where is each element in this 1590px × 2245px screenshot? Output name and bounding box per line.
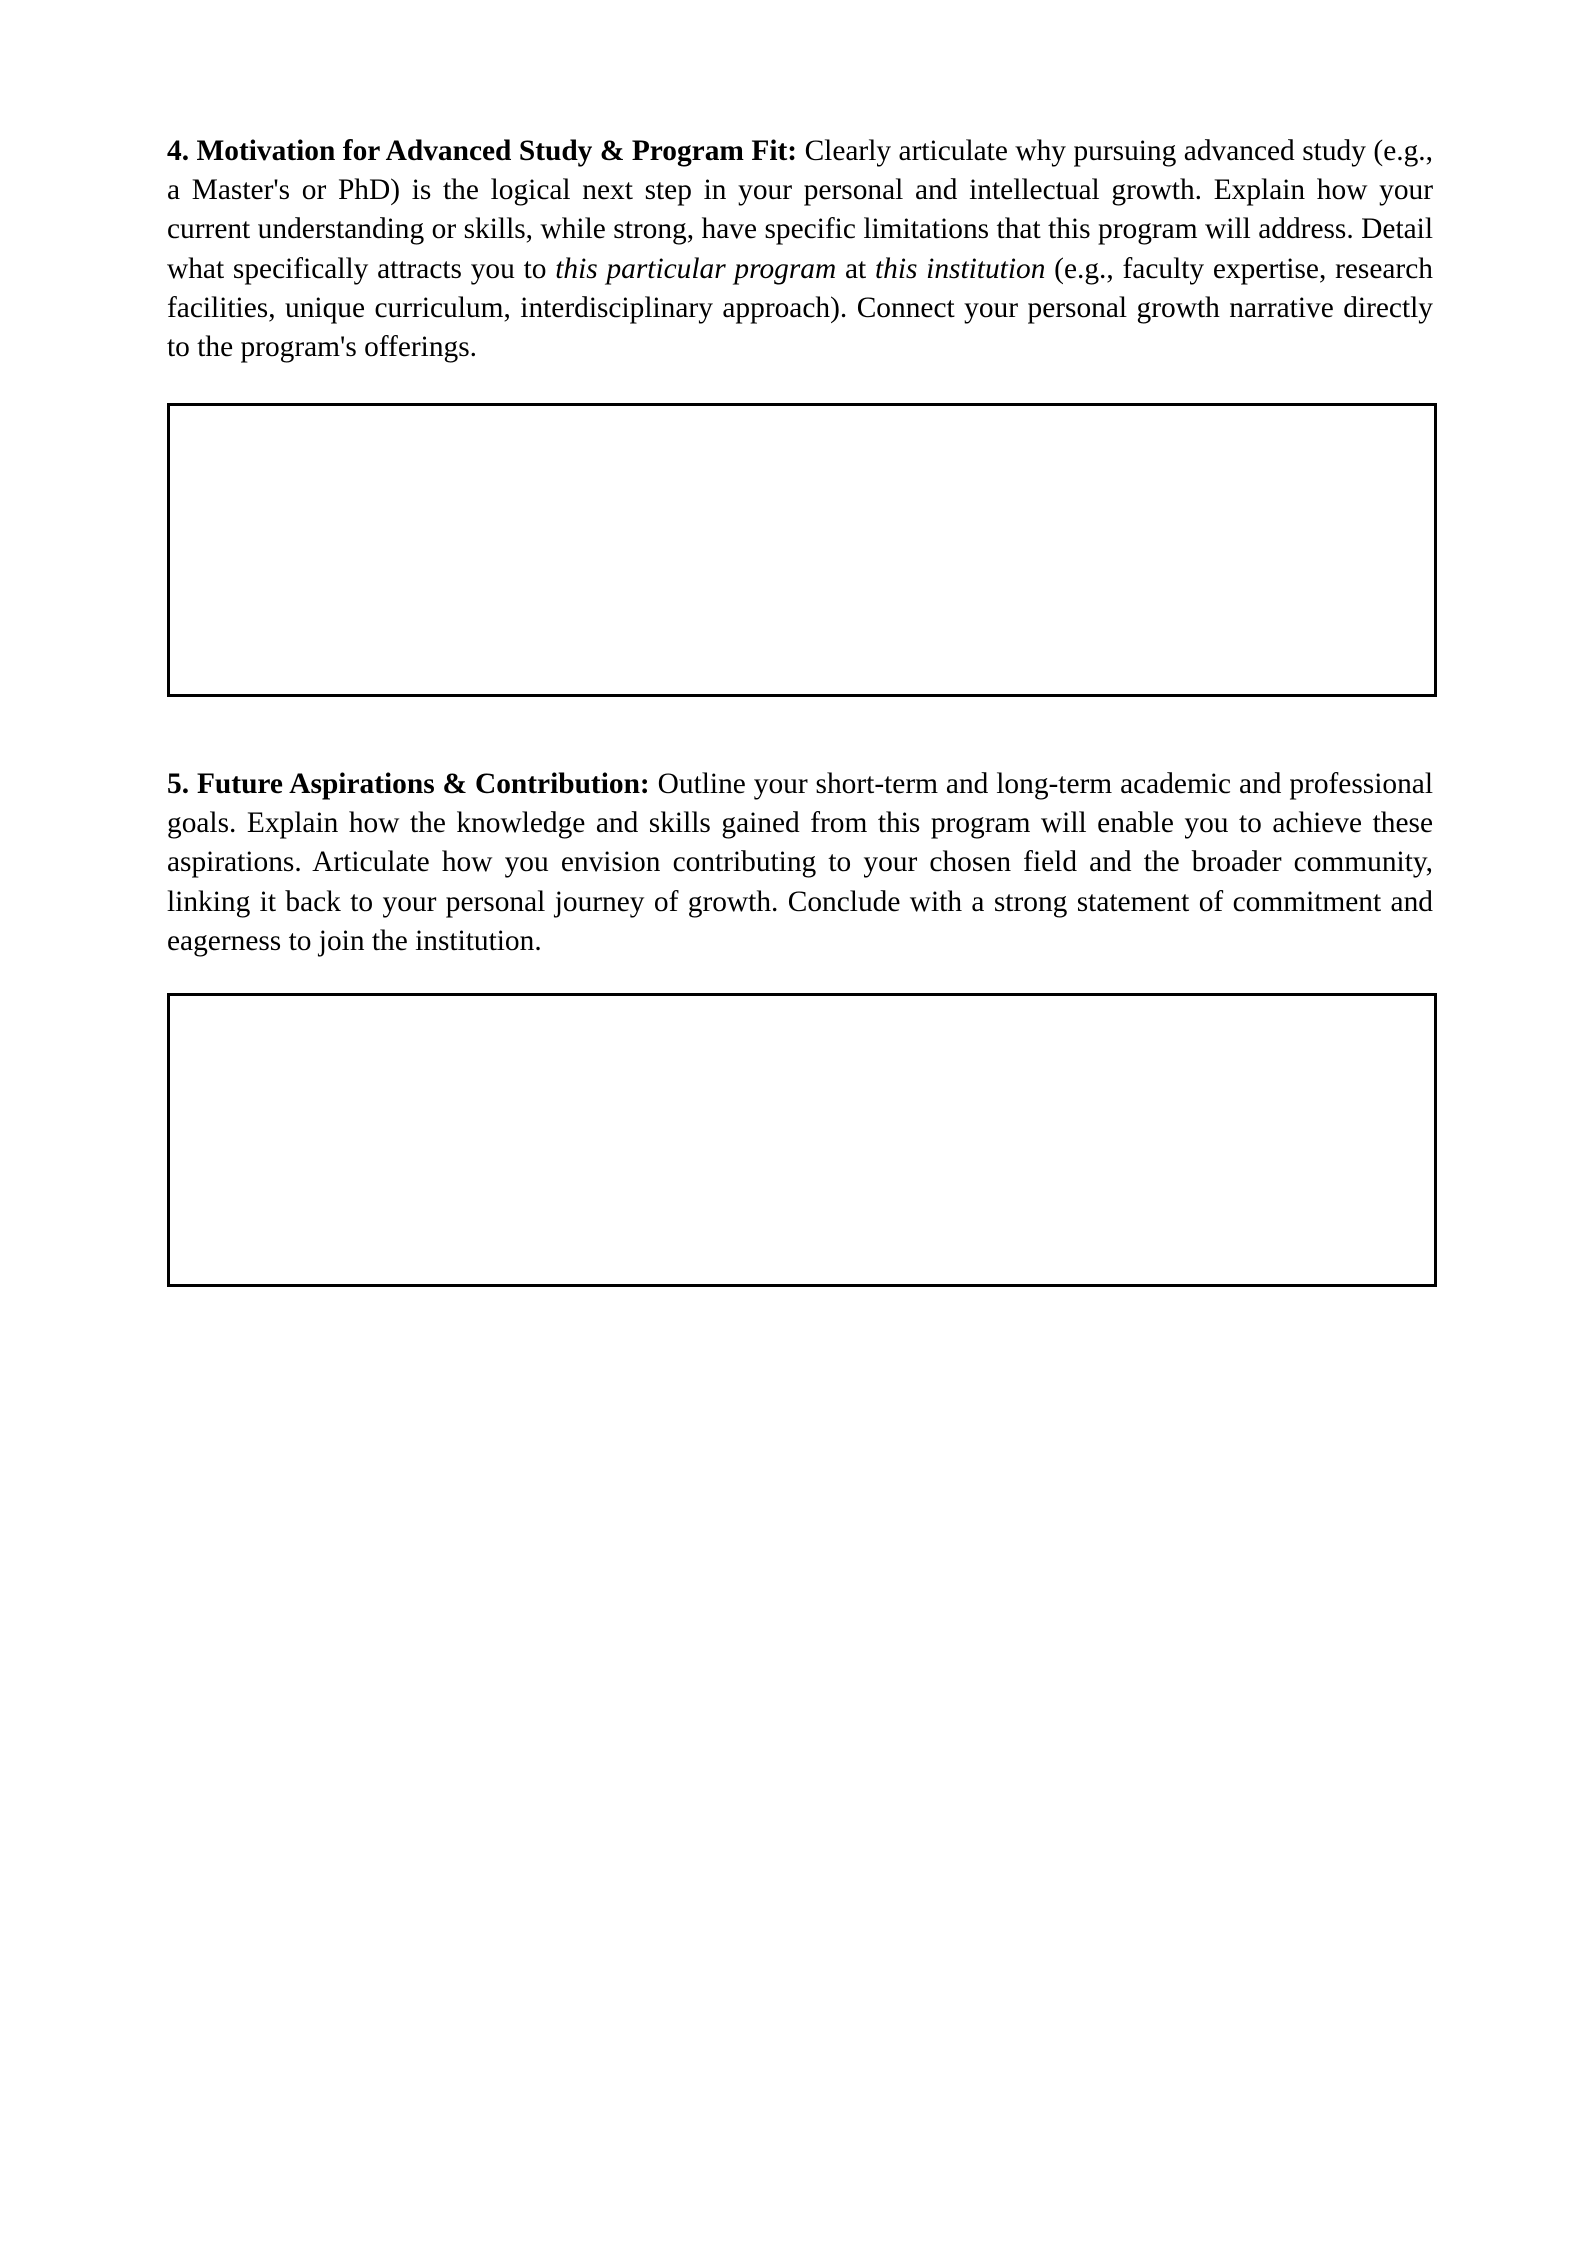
section-5-heading: Future Aspirations & Contribution: [196,768,650,800]
section-4-prompt [167,132,1433,367]
section-5-text [167,765,1433,961]
section-5-number: 5. [167,768,190,800]
section-4-number: 4. [167,135,190,167]
section-5-prompt [167,765,1433,961]
section-4-heading: Motivation for Advanced Study & Program Fit: [196,135,798,167]
section-4-body-part-1: Clearly articulate why pursuing advanced study (e.g., a Master's or PhD) is the logical next step in your personal and intellectual growth. Explain how your current understanding or skills, while strong, have specific limitations that this program will address. Detail what specifically attracts you to [167,135,1433,285]
section-5-answer-box[interactable] [167,993,1437,1287]
section-4-text [167,132,1433,367]
section-4-body-part-3: (e.g., faculty expertise, research facilities, unique curriculum, interdisciplinary approach). Connect your personal growth narrative directly to the program's offerings. [167,252,1433,364]
section-4-answer-box[interactable] [167,403,1437,697]
section-4-italic-institution: this institution [874,252,1046,285]
section-5-body: Outline your short-term and long-term academic and professional goals. Explain how the knowledge and skills gained from this program will enable you to achieve these aspirations. Articulate how you envision contributing to your chosen field and the broader community, linking it back to your personal journey of growth. Conclude with a strong statement of commitment and eagerness to join the institution. [167,768,1433,957]
section-4-body-part-2: at [844,252,867,285]
section-4-italic-program: this particular program [555,252,837,285]
